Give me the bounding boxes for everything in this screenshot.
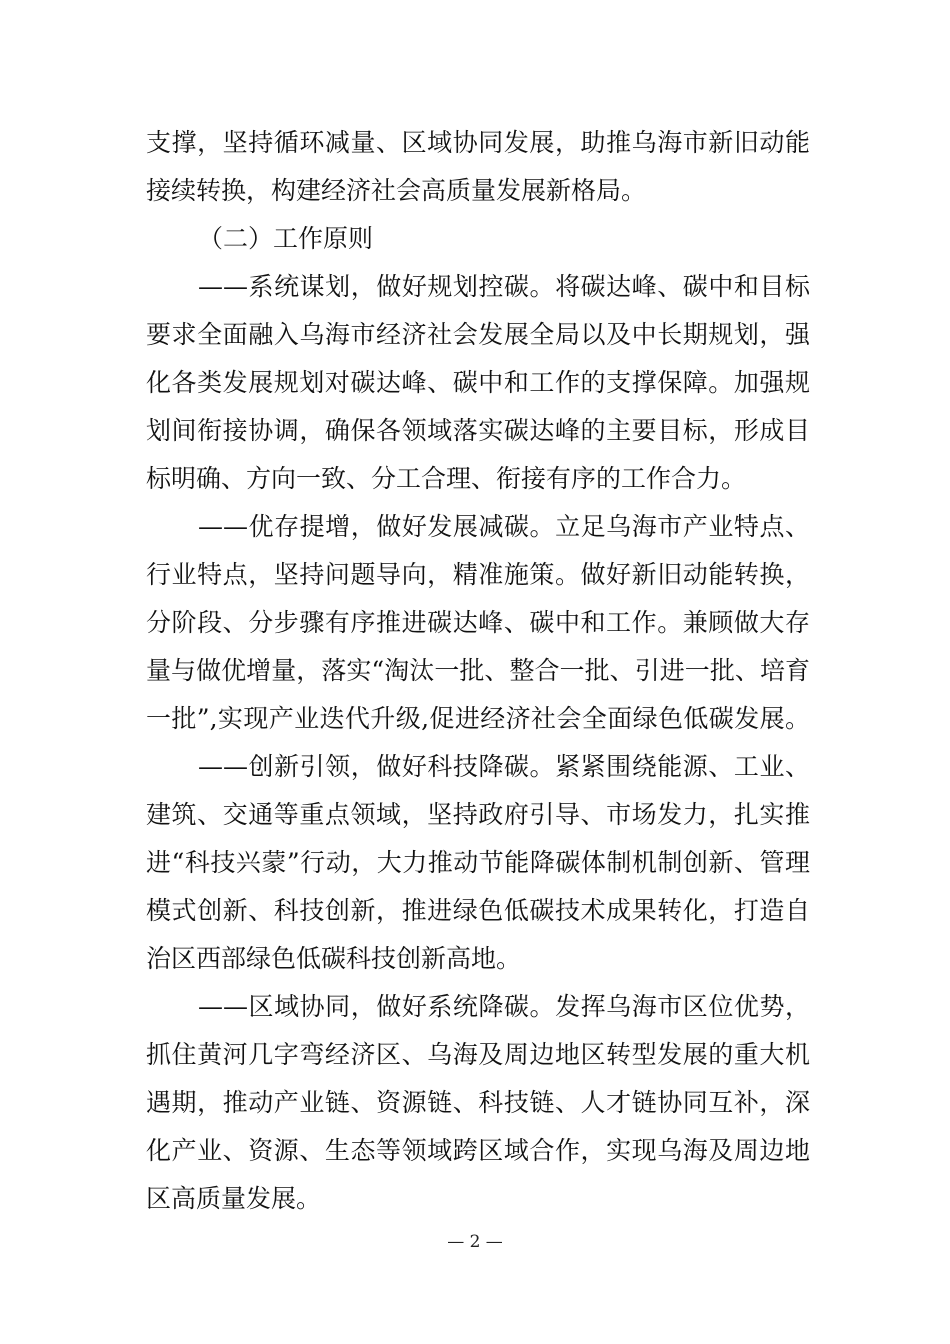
paragraph-line: 模式创新、科技创新，推进绿色低碳技术成果转化，打造自 [146,896,810,925]
paragraph-line: ——创新引领，做好科技降碳。紧紧围绕能源、工业、 [198,752,810,781]
paragraph-line: 区高质量发展。 [146,1184,322,1213]
paragraph-line: 抓住黄河几字弯经济区、乌海及周边地区转型发展的重大机 [146,1040,810,1069]
body-text [146,119,810,1223]
paragraph-line: 化产业、资源、生态等领域跨区域合作，实现乌海及周边地 [146,1136,810,1165]
paragraph-line: 分阶段、分步骤有序推进碳达峰、碳中和工作。兼顾做大存 [146,608,810,637]
page-number: — 2 — [447,1232,503,1252]
paragraph-line: 建筑、交通等重点领域，坚持政府引导、市场发力，扎实推 [146,800,810,829]
paragraph-line: 治区西部绿色低碳科技创新高地。 [146,944,522,973]
paragraph-line: 量与做优增量，落实“淘汰一批、整合一批、引进一批、培育 [146,656,810,685]
paragraph-line: ——系统谋划，做好规划控碳。将碳达峰、碳中和目标 [198,272,810,301]
paragraph-line: 要求全面融入乌海市经济社会发展全局以及中长期规划，强 [146,320,810,349]
section-heading: （二）工作原则 [198,224,374,253]
paragraph-line: 化各类发展规划对碳达峰、碳中和工作的支撑保障。加强规 [146,368,810,397]
paragraph-line: 接续转换，构建经济社会高质量发展新格局。 [146,176,647,205]
paragraph-line: 标明确、方向一致、分工合理、衔接有序的工作合力。 [146,464,747,493]
paragraph-line: 支撑，坚持循环减量、区域协同发展，助推乌海市新旧动能 [146,128,810,157]
paragraph-line: ——区域协同，做好系统降碳。发挥乌海市区位优势， [198,992,810,1021]
paragraph-line: 遇期，推动产业链、资源链、科技链、人才链协同互补，深 [146,1088,810,1117]
paragraph-line: ——优存提增，做好发展减碳。立足乌海市产业特点、 [198,512,810,541]
paragraph-line: 划间衔接协调，确保各领域落实碳达峰的主要目标，形成目 [146,416,810,445]
paragraph-line: 一批”,实现产业迭代升级,促进经济社会全面绿色低碳发展。 [146,704,810,733]
paragraph-line: 行业特点，坚持问题导向，精准施策。做好新旧动能转换， [146,560,810,589]
paragraph-line: 进“科技兴蒙”行动，大力推动节能降碳体制机制创新、管理 [146,848,810,877]
